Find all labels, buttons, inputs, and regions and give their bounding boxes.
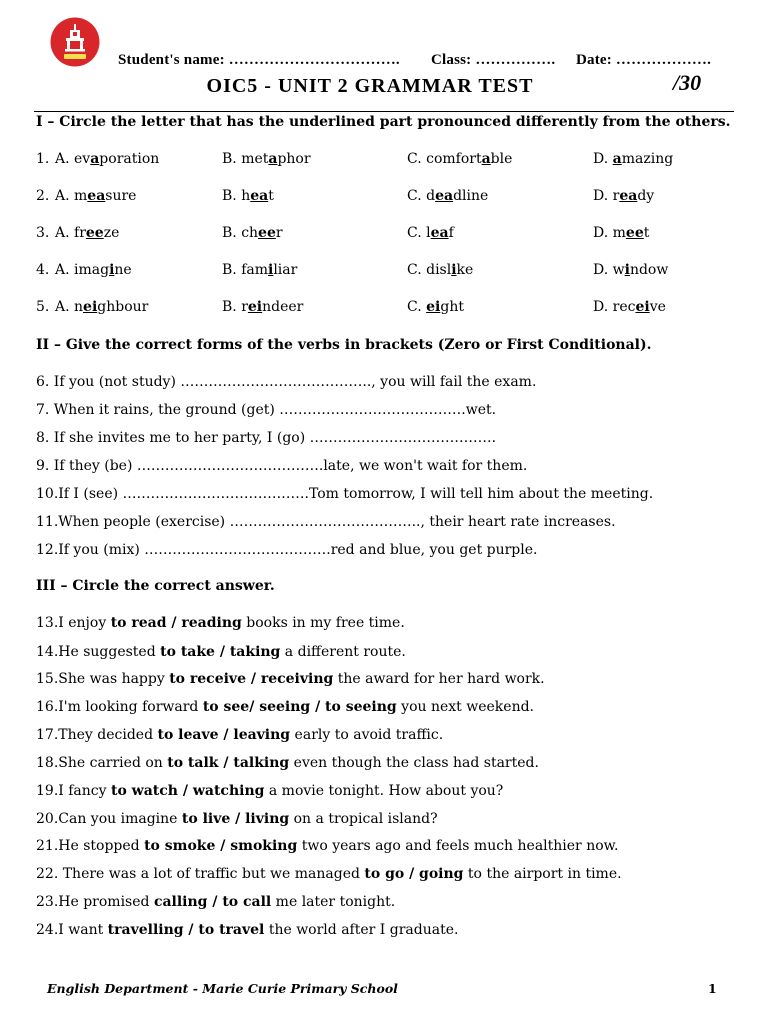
choice-question <box>36 783 503 799</box>
option-text: C. <box>407 299 427 315</box>
question-text: on a tropical island? <box>289 811 438 827</box>
option-text: ghbour <box>97 299 149 315</box>
verb-question: 10.If I (see) ………………………………….Tom tomorrow, I will tell him about the meeting. <box>36 486 654 502</box>
answer-choices[interactable]: travelling / to travel <box>107 922 265 938</box>
question-text: the world after I graduate. <box>264 922 459 938</box>
choice-question <box>36 811 438 827</box>
underlined-letters: i <box>109 262 115 278</box>
question-number: 3. <box>36 225 50 241</box>
option-text: A. imag <box>55 262 110 278</box>
question-text: early to avoid traffic. <box>290 727 444 743</box>
option-text: D. r <box>593 188 620 204</box>
option-text: ndeer <box>262 299 304 315</box>
answer-option[interactable] <box>222 188 274 204</box>
school-crest-icon <box>50 17 100 67</box>
question-number: 2. <box>36 188 50 204</box>
underlined-letters: ea <box>430 225 449 241</box>
underlined-letters: ea <box>87 188 106 204</box>
option-text: B. met <box>222 151 269 167</box>
answer-option[interactable] <box>222 225 283 241</box>
option-text: A. ev <box>55 151 91 167</box>
verb-question: 9. If they (be) ………………………………….late, we won't wait for them. <box>36 458 528 474</box>
answer-option[interactable] <box>55 299 148 315</box>
answer-choices[interactable]: to read / reading <box>110 615 242 631</box>
page-number: 1 <box>708 981 717 996</box>
answer-choices[interactable]: to go / going <box>364 866 464 882</box>
question-text: to the airport in time. <box>463 866 622 882</box>
option-text: B. r <box>222 299 248 315</box>
option-text: C. d <box>407 188 436 204</box>
answer-choices[interactable]: to receive / receiving <box>169 671 334 687</box>
answer-option[interactable] <box>222 299 303 315</box>
question-text: 16.I'm looking forward <box>36 699 203 715</box>
question-row <box>36 188 736 210</box>
underlined-letters: ea <box>619 188 638 204</box>
option-text: D. <box>593 151 613 167</box>
option-text: C. comfort <box>407 151 482 167</box>
answer-choices[interactable]: to see/ seeing / to seeing <box>202 699 397 715</box>
option-text: A. fr <box>55 225 86 241</box>
choice-question <box>36 922 458 938</box>
underlined-letters: ea <box>435 188 454 204</box>
underlined-letters: ei <box>635 299 650 315</box>
option-text: B. fam <box>222 262 268 278</box>
answer-option[interactable] <box>55 262 132 278</box>
question-text: 19.I fancy <box>36 783 111 799</box>
verb-question: 11.When people (exercise) ………………………………….., their heart rate increases. <box>36 514 616 530</box>
answer-option[interactable] <box>55 188 136 204</box>
answer-option[interactable] <box>593 299 666 315</box>
option-text: B. h <box>222 188 251 204</box>
question-text: me later tonight. <box>271 894 396 910</box>
date-field: Date: ………………. <box>576 52 712 68</box>
option-text: ze <box>103 225 120 241</box>
question-text: 23.He promised <box>36 894 154 910</box>
question-row <box>36 151 736 173</box>
option-text: ndow <box>629 262 669 278</box>
question-text: even though the class had started. <box>289 755 539 771</box>
option-text: t <box>268 188 274 204</box>
question-text: 13.I enjoy <box>36 615 111 631</box>
question-text: a movie tonight. How about you? <box>264 783 504 799</box>
option-text: C. disl <box>407 262 452 278</box>
option-text: B. ch <box>222 225 259 241</box>
choice-question <box>36 838 618 854</box>
student-name-field: Student's name: ……………………………. <box>118 52 400 68</box>
question-text: 24.I want <box>36 922 108 938</box>
option-text: dy <box>637 188 655 204</box>
answer-choices[interactable]: to smoke / smoking <box>144 838 298 854</box>
question-text: books in my free time. <box>241 615 405 631</box>
question-row <box>36 262 736 284</box>
option-text: t <box>643 225 650 241</box>
question-row <box>36 299 736 321</box>
option-text: D. w <box>593 262 625 278</box>
choice-question <box>36 866 622 882</box>
answer-choices[interactable]: to live / living <box>181 811 290 827</box>
option-text: C. l <box>407 225 431 241</box>
verb-question: 6. If you (not study) ………………………………….., you will fail the exam. <box>36 374 537 390</box>
question-text: 21.He stopped <box>36 838 145 854</box>
choice-question <box>36 699 534 715</box>
choice-question <box>36 755 539 771</box>
option-text: ght <box>440 299 464 315</box>
answer-option[interactable] <box>222 262 297 278</box>
underlined-letters: ei <box>247 299 263 315</box>
option-text: f <box>448 225 454 241</box>
option-text: A. m <box>55 188 88 204</box>
option-text: A. n <box>55 299 84 315</box>
score-total: /30 <box>673 70 702 95</box>
underlined-letters: i <box>624 262 630 278</box>
underlined-letters: a <box>612 151 622 167</box>
choice-question <box>36 894 395 910</box>
option-text: r <box>275 225 283 241</box>
answer-choices[interactable]: to leave / leaving <box>157 727 291 743</box>
question-number: 5. <box>36 299 50 315</box>
option-text: ble <box>490 151 513 167</box>
answer-choices[interactable]: to talk / talking <box>167 755 290 771</box>
verb-question: 12.If you (mix) ………………………………….red and blue, you get purple. <box>36 542 538 558</box>
page-title: OIC5 - UNIT 2 GRAMMAR TEST <box>206 75 534 97</box>
answer-option[interactable] <box>55 151 159 167</box>
section-heading-part1: I – Circle the letter that has the underlined part pronounced differently from the others. <box>36 114 731 130</box>
question-row <box>36 225 736 247</box>
choice-question <box>36 727 443 743</box>
answer-option[interactable] <box>55 225 119 241</box>
question-text: a different route. <box>280 644 406 660</box>
class-field: Class: ……………. <box>431 52 556 68</box>
question-text: 15.She was happy <box>36 671 170 687</box>
option-text: poration <box>99 151 160 167</box>
option-text: D. rec <box>593 299 636 315</box>
underlined-letters: ee <box>85 225 104 241</box>
underlined-letters: ea <box>250 188 269 204</box>
question-text: 20.Can you imagine <box>36 811 182 827</box>
underlined-letters: ei <box>83 299 98 315</box>
answer-option[interactable] <box>407 299 464 315</box>
section-heading-part3: III – Circle the correct answer. <box>36 578 275 594</box>
option-text: D. m <box>593 225 626 241</box>
question-text: two years ago and feels much healthier now. <box>297 838 619 854</box>
underlined-letters: ee <box>625 225 644 241</box>
question-text: 22. There was a lot of traffic but we managed <box>36 866 365 882</box>
answer-option[interactable] <box>593 151 673 167</box>
choice-question <box>36 615 405 631</box>
option-text: ne <box>114 262 132 278</box>
underlined-letters: i <box>268 262 274 278</box>
verb-question: 7. When it rains, the ground (get) ………………………………….wet. <box>36 402 497 418</box>
question-number: 1. <box>36 151 50 167</box>
answer-choices[interactable]: to take / taking <box>160 644 281 660</box>
answer-option[interactable] <box>407 262 473 278</box>
answer-option[interactable] <box>593 225 649 241</box>
question-number: 4. <box>36 262 50 278</box>
answer-option[interactable] <box>222 151 311 167</box>
underlined-letters: ee <box>258 225 276 241</box>
answer-choices[interactable]: to watch / watching <box>111 783 265 799</box>
question-text: 17.They decided <box>36 727 158 743</box>
answer-option[interactable] <box>593 188 654 204</box>
footer-department: English Department - Marie Curie Primary School <box>47 981 398 996</box>
option-text: liar <box>273 262 298 278</box>
underlined-letters: a <box>481 151 491 167</box>
option-text: ke <box>456 262 474 278</box>
option-text: mazing <box>621 151 674 167</box>
answer-choices[interactable]: calling / to call <box>153 894 272 910</box>
underlined-letters: a <box>90 151 100 167</box>
choice-question <box>36 671 545 687</box>
underlined-letters: i <box>451 262 457 278</box>
question-text: 14.He suggested <box>36 644 161 660</box>
underlined-letters: a <box>268 151 278 167</box>
option-text: ve <box>649 299 666 315</box>
section-heading-part2: II – Give the correct forms of the verbs in brackets (Zero or First Conditional). <box>36 337 652 353</box>
underlined-letters: ei <box>426 299 441 315</box>
answer-option[interactable] <box>407 225 454 241</box>
question-text: 18.She carried on <box>36 755 168 771</box>
option-text: sure <box>105 188 137 204</box>
verb-question: 8. If she invites me to her party, I (go) …………………………………. <box>36 430 497 446</box>
question-text: you next weekend. <box>396 699 534 715</box>
choice-question <box>36 644 406 660</box>
header-divider <box>34 111 734 112</box>
option-text: phor <box>277 151 311 167</box>
option-text: dline <box>453 188 489 204</box>
answer-option[interactable] <box>407 188 488 204</box>
question-text: the award for her hard work. <box>333 671 545 687</box>
answer-option[interactable] <box>593 262 668 278</box>
answer-option[interactable] <box>407 151 512 167</box>
